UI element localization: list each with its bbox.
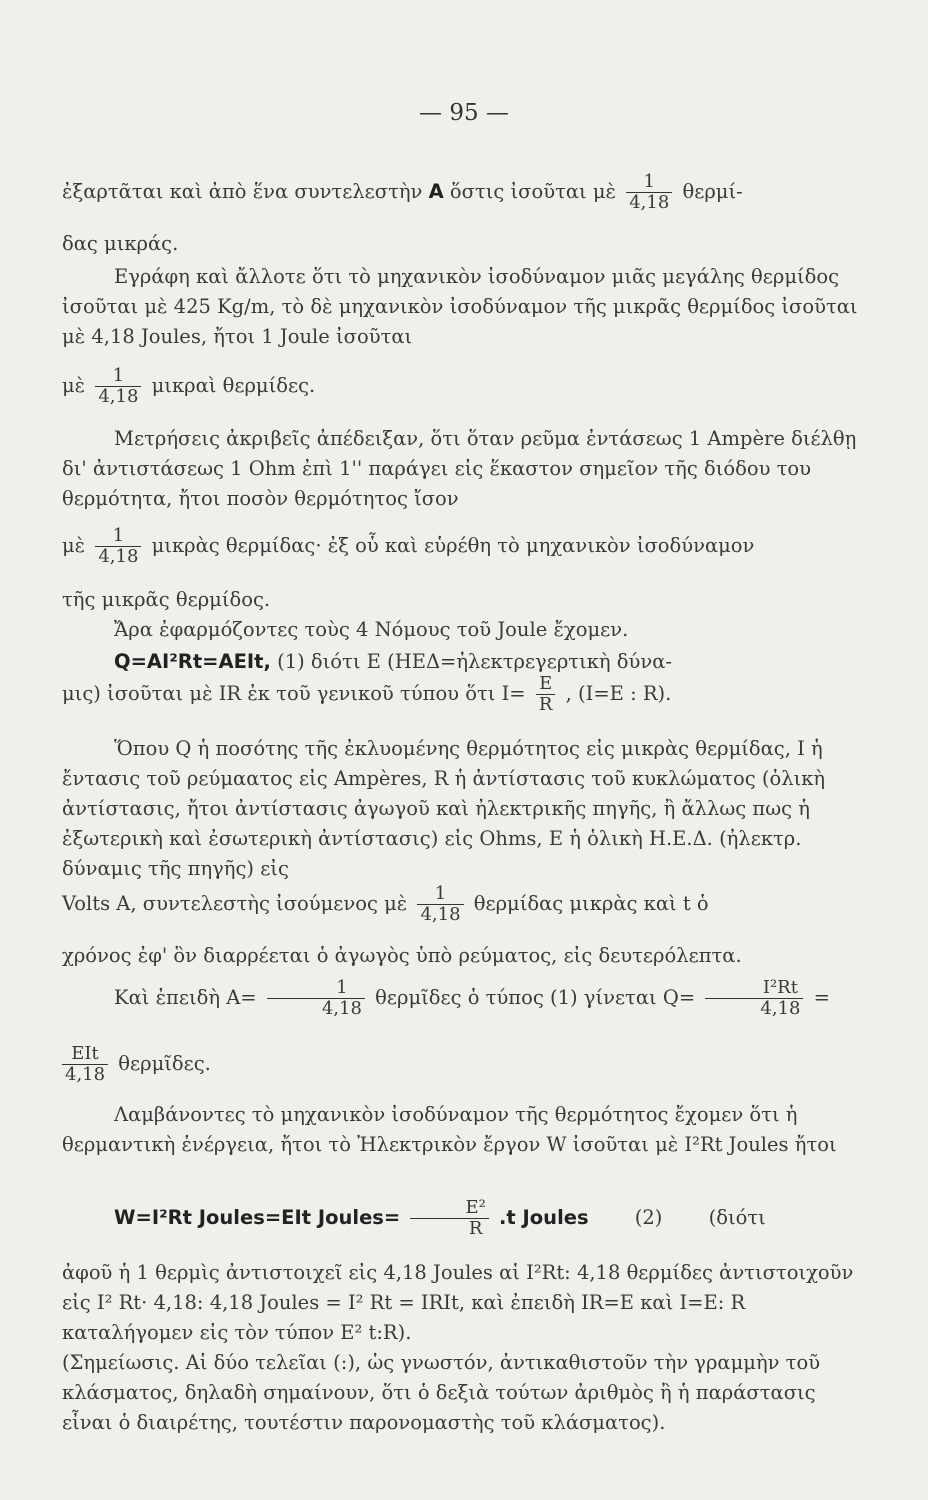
frac-den: 4,18 xyxy=(98,386,139,407)
frac-den: R xyxy=(538,694,553,715)
fraction-1-over-418-c xyxy=(95,526,141,567)
equation-2-dioti: (διότι xyxy=(708,1206,766,1229)
frac-num: E² xyxy=(410,1198,488,1219)
paragraph-3: Ἄρα ἐφαρμόζοντες τοὺς 4 Νόμους τοῦ Joule ἔχομεν. xyxy=(114,618,629,641)
paragraph-7: ἀφοῦ ἡ 1 θερμὶς ἀντιστοιχεῖ εἰς 4,18 Joules αἱ I²Rt: 4,18 θερμίδες ἀντιστοιχοῦν εἰς I² Rt· 4,18: 4,18 Joules = I² Rt = IRIt, καὶ ἐπειδὴ IR=E καὶ I=E: R καταλήγομεν εἰς τὸν τύπον E² t:R). xyxy=(62,1261,854,1344)
para5-eq: = xyxy=(813,986,831,1009)
line1-mid: ὅστις ἰσοῦται μὲ xyxy=(449,180,617,203)
equation-2-end: .t Joules xyxy=(499,1206,589,1229)
para1-end: μικραὶ θερμίδες. xyxy=(151,374,316,397)
equation-1-line-2 xyxy=(62,674,870,715)
frac-num: 1 xyxy=(626,172,672,193)
para5-end: θερμῖδες. xyxy=(118,1052,211,1075)
equation-1-rest: (1) διότι E (ΗΕΔ=ἠλεκτρεγερτικὴ δύνα- xyxy=(277,650,672,673)
equation-2-number: (2) xyxy=(634,1206,663,1229)
fraction-1-over-418-e xyxy=(267,978,365,1019)
frac-num: 1 xyxy=(95,526,141,547)
para1-me: μὲ xyxy=(62,374,86,397)
paragraph-2-last: τῆς μικρᾶς θερμίδος. xyxy=(62,588,271,611)
para4-volts-end: θερμίδας μικρὰς καὶ t ὁ xyxy=(473,892,709,915)
equation-2-formula: W=I²Rt Joules=EIt Joules= xyxy=(114,1206,401,1229)
frac-num: I²Rt xyxy=(705,978,803,999)
para4-volts: Volts A, συντελεστὴς ἰσούμενος μὲ xyxy=(62,892,408,915)
paragraph-5 xyxy=(62,978,870,1019)
paragraph-5-end xyxy=(62,1044,870,1085)
paragraph-6: Λαμβάνοντες τὸ μηχανικὸν ἰσοδύναμον τῆς θερμότητος ἔχομεν ὅτι ἡ θερμαντικὴ ἐνέργεια, ἤτοι τὸ Ἠλεκτρικὸν ἔργον W ἰσοῦται μὲ I²Rt Joules ἤτοι xyxy=(62,1103,837,1156)
line1-text: ἐξαρτᾶται καὶ ἀπὸ ἕνα συντελεστὴν xyxy=(62,180,423,203)
frac-num: 1 xyxy=(417,884,463,905)
fraction-I2Rt-over-418 xyxy=(705,978,803,1019)
fraction-E-over-R xyxy=(536,674,556,715)
frac-num: E xyxy=(536,674,556,695)
paragraph-8: (Σημείωσις. Αἱ δύο τελεῖαι (:), ὡς γνωστόν, ἀντικαθιστοῦν τὴν γραμμὴν τοῦ κλάσματος, δηλαδὴ σημαίνουν, ὅτι ὁ δεξιὰ τούτων ἀριθμὸς ἢ ἡ παράστασις εἶναι ὁ διαιρέτης, τουτέστιν παρονομαστὴς τοῦ κλάσματος). xyxy=(62,1351,821,1434)
paragraph-2-frac-line xyxy=(62,526,870,567)
frac-den: R xyxy=(468,1218,483,1239)
para5-start: Καὶ ἐπειδὴ A= xyxy=(114,986,257,1009)
fraction-EIt-over-418 xyxy=(62,1044,108,1085)
paragraph-4-last: χρόνος ἐφ' ὃν διαρρέεται ὁ ἀγωγὸς ὑπὸ ρεύματος, εἰς δευτερόλεπτα. xyxy=(62,944,742,967)
line-2: δας μικράς. xyxy=(62,232,179,255)
frac-den: 4,18 xyxy=(629,192,670,213)
eq1-line2: μις) ἰσοῦται μὲ IR ἐκ τοῦ γενικοῦ τύπου ὅτι I= xyxy=(62,682,526,705)
equation-1 xyxy=(62,650,870,673)
equation-2 xyxy=(62,1198,870,1239)
para2-rest: μικρὰς θερμίδας· ἐξ οὗ καὶ εὑρέθη τὸ μηχανικὸν ἰσοδύναμον xyxy=(151,534,755,557)
frac-den: 4,18 xyxy=(420,904,461,925)
paragraph-1-end xyxy=(62,366,870,407)
eq1-line2-end: , (I=E : R). xyxy=(565,682,672,705)
para2-me: μὲ xyxy=(62,534,86,557)
paragraph-1: Εγράφη καὶ ἄλλοτε ὅτι τὸ μηχανικὸν ἰσοδύναμον μιᾶς μεγάλης θερμίδος ἰσοῦται μὲ 425 Kg/m, τὸ δὲ μηχανικὸν ἰσοδύναμον τῆς μικρᾶς θερμίδος ἰσοῦται μὲ 4,18 Joules, ἤτοι 1 Joule ἰσοῦται xyxy=(62,265,858,348)
para5-mid: θερμῖδες ὁ τύπος (1) γίνεται Q= xyxy=(375,986,696,1009)
fraction-1-over-418 xyxy=(626,172,672,213)
fraction-1-over-418-d xyxy=(417,884,463,925)
frac-den: 4,18 xyxy=(321,998,362,1019)
line1-A: A xyxy=(428,180,444,203)
page-number: — 95 — xyxy=(419,100,509,126)
frac-num: EIt xyxy=(62,1044,108,1065)
paragraph-4-volts-line xyxy=(62,884,870,925)
equation-1-formula: Q=AI²Rt=AEIt, xyxy=(114,650,271,673)
line-1 xyxy=(62,172,870,213)
fraction-1-over-418-b xyxy=(95,366,141,407)
frac-den: 4,18 xyxy=(65,1064,106,1085)
paragraph-4: Ὅπου Q ἡ ποσότης τῆς ἐκλυομένης θερμότητος εἰς μικρὰς θερμίδας, I ἡ ἔντασις τοῦ ρεύμαατος εἰς Ampères, R ἡ ἀντίστασις τοῦ κυκλώματος (ὁλικὴ ἀντίστασις, ἤτοι ἀντίστασις ἀγωγοῦ καὶ ἠλεκτρικῆς πηγῆς, ἢ ἄλλως πως ἡ ἐξωτερικὴ καὶ ἐσωτερικὴ ἀντίστασις) εἰς Ohms, E ἡ ὁλικὴ Η.Ε.Δ. (ἠλεκτρ. δύναμις τῆς πηγῆς) εἰς xyxy=(62,737,826,880)
fraction-E2-over-R xyxy=(410,1198,488,1239)
line1-end: θερμί- xyxy=(682,180,743,203)
paragraph-2: Μετρήσεις ἀκριβεῖς ἀπέδειξαν, ὅτι ὅταν ρεῦμα ἐντάσεως 1 Ampère διέλθῃ δι' ἀντιστάσεως 1 Ohm ἐπὶ 1'' παράγει εἰς ἕκαστον σημεῖον τῆς διόδου του θερμότητα, ἤτοι ποσὸν θερμότητος ἴσον xyxy=(62,427,857,510)
frac-num: 1 xyxy=(267,978,365,999)
frac-den: 4,18 xyxy=(760,998,801,1019)
frac-den: 4,18 xyxy=(98,546,139,567)
frac-num: 1 xyxy=(95,366,141,387)
